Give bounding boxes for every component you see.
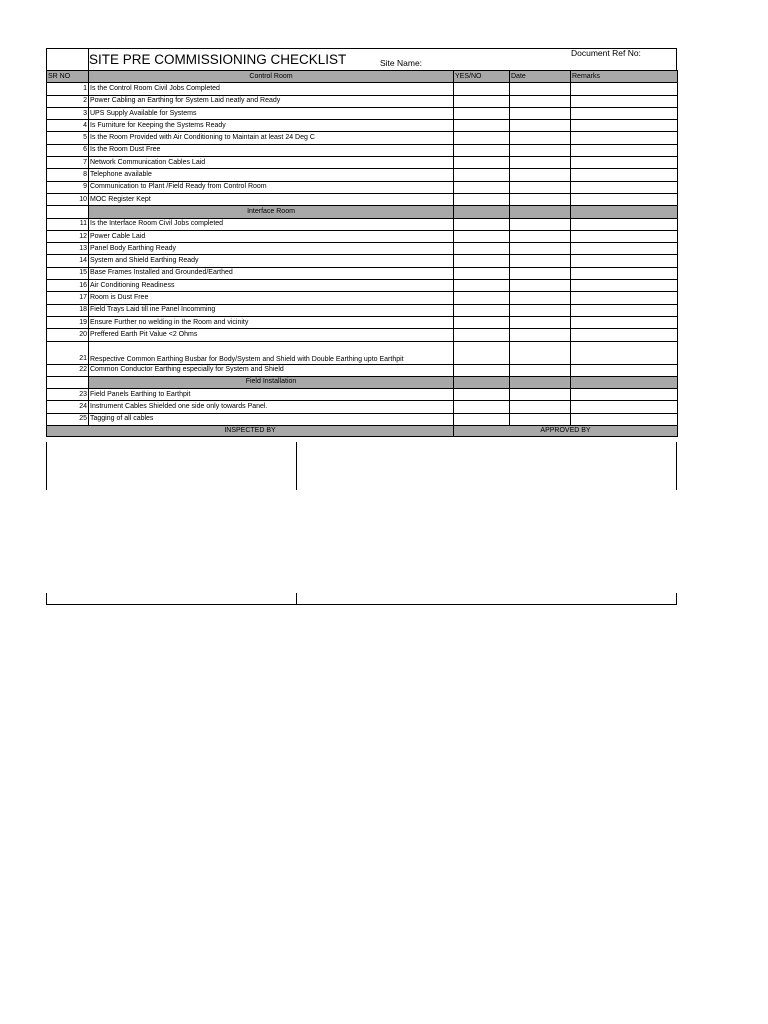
item-description: Instrument Cables Shielded one side only towards Panel. [89, 401, 454, 413]
checklist-row [47, 292, 678, 304]
item-description: Preffered Earth Pit Value <2 Ohms [89, 329, 454, 341]
yes-no-cell[interactable] [454, 243, 510, 255]
item-description: Common Conductor Earthing especially for System and Shield [89, 364, 454, 376]
item-description: Power Cabling an Earthing for System Laid neatly and Ready [89, 95, 454, 107]
date-cell[interactable] [510, 341, 571, 364]
item-number: 14 [47, 255, 89, 267]
section-header-row [47, 376, 678, 388]
item-description: Is the Interface Room Civil Jobs completed [89, 218, 454, 230]
yes-no-cell[interactable] [454, 157, 510, 169]
checklist-row [47, 255, 678, 267]
remarks-cell[interactable] [571, 157, 678, 169]
approved-by-label: APPROVED BY [454, 426, 678, 437]
remarks-cell[interactable] [571, 292, 678, 304]
item-description: System and Shield Earthing Ready [89, 255, 454, 267]
date-cell[interactable] [510, 280, 571, 292]
checklist-row [47, 157, 678, 169]
date-cell[interactable] [510, 255, 571, 267]
yes-no-cell[interactable] [454, 193, 510, 205]
yes-no-column-header: YES/NO [454, 71, 510, 83]
checklist-row [47, 230, 678, 242]
remarks-cell[interactable] [571, 255, 678, 267]
date-cell[interactable] [510, 292, 571, 304]
item-description: Power Cable Laid [89, 230, 454, 242]
inspected-by-label: INSPECTED BY [47, 426, 454, 437]
item-description: Field Panels Earthing to Earthpit [89, 389, 454, 401]
checklist-row [47, 132, 678, 144]
item-number: 3 [47, 107, 89, 119]
date-cell[interactable] [510, 107, 571, 119]
remarks-cell[interactable] [571, 329, 678, 341]
item-number: 19 [47, 316, 89, 328]
checklist-row [47, 83, 678, 95]
date-cell[interactable] [510, 316, 571, 328]
checklist-row [47, 95, 678, 107]
yes-no-cell[interactable] [454, 364, 510, 376]
item-number: 13 [47, 243, 89, 255]
remarks-cell[interactable] [571, 389, 678, 401]
item-description: Is Furniture for Keeping the Systems Ready [89, 120, 454, 132]
item-number: 8 [47, 169, 89, 181]
section-header-blank [571, 376, 678, 388]
checklist-row [47, 267, 678, 279]
remarks-cell[interactable] [571, 169, 678, 181]
date-cell[interactable] [510, 157, 571, 169]
remarks-cell[interactable] [571, 95, 678, 107]
date-cell[interactable] [510, 401, 571, 413]
section-header-blank [510, 206, 571, 218]
date-cell[interactable] [510, 144, 571, 156]
item-description: UPS Supply Available for Systems [89, 107, 454, 119]
section-title: Field Installation [89, 376, 454, 388]
item-description: MOC Register Kept [89, 193, 454, 205]
checklist-table [46, 70, 678, 437]
yes-no-cell[interactable] [454, 304, 510, 316]
section-header-blank [454, 376, 510, 388]
yes-no-cell[interactable] [454, 389, 510, 401]
signoff-bottom-border [46, 604, 677, 605]
item-number: 2 [47, 95, 89, 107]
item-number: 24 [47, 401, 89, 413]
sr-no-column-header: SR NO [47, 71, 89, 83]
yes-no-cell[interactable] [454, 120, 510, 132]
remarks-cell[interactable] [571, 401, 678, 413]
remarks-cell[interactable] [571, 230, 678, 242]
item-number: 9 [47, 181, 89, 193]
item-number: 22 [47, 364, 89, 376]
section-header-blank [454, 206, 510, 218]
remarks-cell[interactable] [571, 243, 678, 255]
site-name-label: Site Name: [380, 58, 423, 68]
item-description: Telephone available [89, 169, 454, 181]
checklist-row [47, 413, 678, 425]
item-description: Ensure Further no welding in the Room and vicinity [89, 316, 454, 328]
checklist-row [47, 193, 678, 205]
date-cell[interactable] [510, 132, 571, 144]
item-description: Is the Room Provided with Air Conditioning to Maintain at least 24 Deg C [89, 132, 454, 144]
signoff-middle-border [296, 442, 297, 490]
section-header-row [47, 206, 678, 218]
date-cell[interactable] [510, 413, 571, 425]
remarks-cell[interactable] [571, 316, 678, 328]
yes-no-cell[interactable] [454, 95, 510, 107]
yes-no-cell[interactable] [454, 292, 510, 304]
item-description: Air Conditioning Readiness [89, 280, 454, 292]
item-description: Base Frames Installed and Grounded/Earthed [89, 267, 454, 279]
yes-no-cell[interactable] [454, 280, 510, 292]
item-description: Room is Dust Free [89, 292, 454, 304]
signoff-right-border [676, 442, 677, 490]
item-number: 25 [47, 413, 89, 425]
date-cell[interactable] [510, 169, 571, 181]
date-cell[interactable] [510, 120, 571, 132]
section-header-row [47, 71, 678, 83]
checklist-row [47, 218, 678, 230]
remarks-cell[interactable] [571, 267, 678, 279]
yes-no-cell[interactable] [454, 230, 510, 242]
page-title: SITE PRE COMMISSIONING CHECKLIST [89, 52, 347, 67]
checklist-row [47, 389, 678, 401]
item-number: 15 [47, 267, 89, 279]
remarks-cell[interactable] [571, 181, 678, 193]
item-number: 5 [47, 132, 89, 144]
item-description: Is the Control Room Civil Jobs Completed [89, 83, 454, 95]
remarks-cell[interactable] [571, 193, 678, 205]
item-number: 10 [47, 193, 89, 205]
item-number: 16 [47, 280, 89, 292]
yes-no-cell[interactable] [454, 218, 510, 230]
checklist-row [47, 169, 678, 181]
date-column-header: Date [510, 71, 571, 83]
section-title: Interface Room [89, 206, 454, 218]
checklist-row [47, 280, 678, 292]
remarks-cell[interactable] [571, 144, 678, 156]
signoff-header-row [47, 426, 678, 437]
date-cell[interactable] [510, 95, 571, 107]
yes-no-cell[interactable] [454, 169, 510, 181]
date-cell[interactable] [510, 243, 571, 255]
item-number: 23 [47, 389, 89, 401]
remarks-column-header: Remarks [571, 71, 678, 83]
date-cell[interactable] [510, 329, 571, 341]
yes-no-cell[interactable] [454, 267, 510, 279]
item-number: 21 [47, 341, 89, 364]
checklist-row [47, 243, 678, 255]
checklist-row [47, 181, 678, 193]
checklist-row [47, 329, 678, 341]
yes-no-cell[interactable] [454, 132, 510, 144]
yes-no-cell[interactable] [454, 329, 510, 341]
checklist-row [47, 120, 678, 132]
checklist-row [47, 144, 678, 156]
header-left-border [46, 48, 47, 71]
item-number: 6 [47, 144, 89, 156]
remarks-cell[interactable] [571, 280, 678, 292]
remarks-cell[interactable] [571, 364, 678, 376]
signoff-left-border [46, 442, 47, 490]
remarks-cell[interactable] [571, 107, 678, 119]
date-cell[interactable] [510, 267, 571, 279]
date-cell[interactable] [510, 364, 571, 376]
yes-no-cell[interactable] [454, 181, 510, 193]
yes-no-cell[interactable] [454, 144, 510, 156]
date-cell[interactable] [510, 230, 571, 242]
item-description: Panel Body Earthing Ready [89, 243, 454, 255]
item-description: Respective Common Earthing Busbar for Body/System and Shield with Double Earthing upto Earthpit [89, 341, 454, 364]
checklist-row [47, 304, 678, 316]
yes-no-cell[interactable] [454, 107, 510, 119]
item-number: 20 [47, 329, 89, 341]
date-cell[interactable] [510, 181, 571, 193]
section-header-blank [47, 376, 89, 388]
item-number: 18 [47, 304, 89, 316]
item-number: 4 [47, 120, 89, 132]
date-cell[interactable] [510, 193, 571, 205]
item-description: Network Communication Cables Laid [89, 157, 454, 169]
date-cell[interactable] [510, 83, 571, 95]
item-description: Is the Room Dust Free [89, 144, 454, 156]
date-cell[interactable] [510, 389, 571, 401]
remarks-cell[interactable] [571, 120, 678, 132]
yes-no-cell[interactable] [454, 83, 510, 95]
checklist-row [47, 316, 678, 328]
section-header-blank [47, 206, 89, 218]
yes-no-cell[interactable] [454, 255, 510, 267]
yes-no-cell[interactable] [454, 316, 510, 328]
section-title: Control Room [89, 71, 454, 83]
item-description: Field Trays Laid till ine Panel Incomming [89, 304, 454, 316]
document-ref-label: Document Ref No: [571, 48, 641, 58]
section-header-blank [571, 206, 678, 218]
remarks-cell[interactable] [571, 341, 678, 364]
date-cell[interactable] [510, 304, 571, 316]
item-description: Tagging of all cables [89, 413, 454, 425]
header-right-border [676, 48, 677, 71]
yes-no-cell[interactable] [454, 341, 510, 364]
item-description: Communication to Plant /Field Ready from Control Room [89, 181, 454, 193]
remarks-cell[interactable] [571, 304, 678, 316]
item-number: 7 [47, 157, 89, 169]
checklist-row [47, 341, 678, 364]
section-header-blank [510, 376, 571, 388]
yes-no-cell[interactable] [454, 413, 510, 425]
date-cell[interactable] [510, 218, 571, 230]
checklist-row [47, 364, 678, 376]
remarks-cell[interactable] [571, 83, 678, 95]
item-number: 1 [47, 83, 89, 95]
item-number: 12 [47, 230, 89, 242]
remarks-cell[interactable] [571, 413, 678, 425]
yes-no-cell[interactable] [454, 401, 510, 413]
item-number: 17 [47, 292, 89, 304]
checklist-row [47, 107, 678, 119]
item-number: 11 [47, 218, 89, 230]
remarks-cell[interactable] [571, 218, 678, 230]
checklist-row [47, 401, 678, 413]
remarks-cell[interactable] [571, 132, 678, 144]
